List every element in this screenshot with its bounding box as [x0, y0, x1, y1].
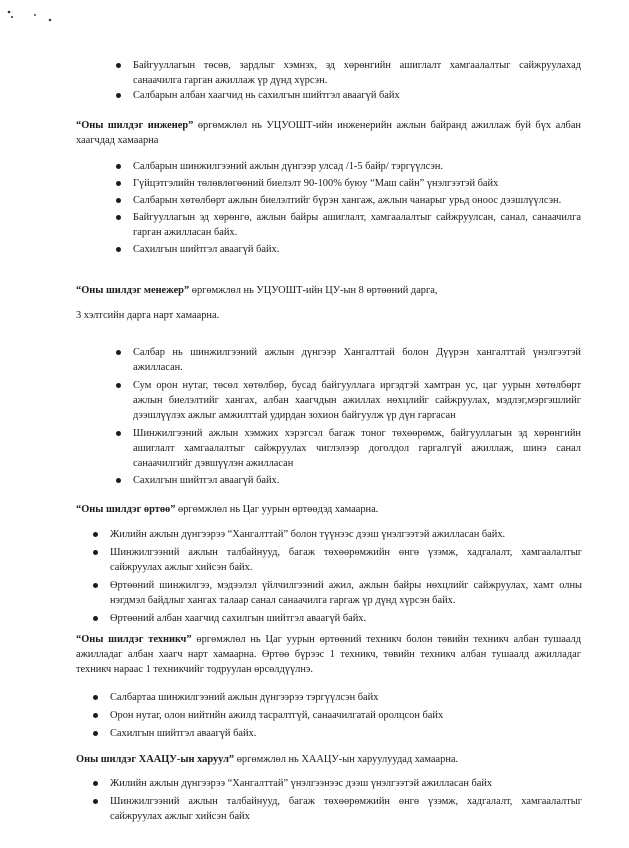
- bullet-icon: [116, 383, 121, 388]
- bullet-icon: [116, 247, 121, 252]
- bullet-icon: [93, 781, 98, 786]
- engineer-bullet-list: [133, 159, 581, 257]
- section-title: Оны шилдэг ХААЦУ-ын харуул”: [76, 754, 235, 765]
- manager-line2: 3 хэлтсийн дарга нарт хамаарна.: [76, 310, 220, 321]
- list-item: Орон нутаг, олон нийтийн ажилд тасралтгүй, санаачилгатай оролцсон байх: [110, 708, 582, 723]
- list-item: Салбарын хөтөлбөрт ажлын биелэлтийг бүрэн хангаж, ажлын чанарыг урьд оноос дээшлүүлсэн.: [133, 193, 581, 208]
- bullet-icon: [116, 181, 121, 186]
- section-title: “Оны шилдэг инженер”: [76, 120, 194, 131]
- bullet-icon: [93, 550, 98, 555]
- bullet-icon: [116, 93, 121, 98]
- engineer-heading: “Оны шилдэг инженер” өргөмжлөл нь УЦУОШТ-ийн инженерийн ажлын байранд ажиллаж буй бүх албан хаагчдад хамаарна: [76, 120, 581, 146]
- intro-bullet-list: [133, 58, 581, 103]
- list-item: Салбарын албан хаагчид нь сахилгын шийтгэл аваагүй байх: [133, 88, 581, 103]
- technician-bullet-list: [110, 690, 582, 741]
- bullet-icon: [93, 713, 98, 718]
- guard-bullet-list: [110, 776, 582, 824]
- bullet-icon: [116, 215, 121, 220]
- list-item: Жилийн ажлын дүнгээрээ “Хангалттай” болон түүнээс дээш үнэлгээтэй ажилласан байх.: [110, 527, 582, 542]
- list-item: Жилийн ажлын дүнгээрээ “Хангалттай” үнэлгээнээс дээш үнэлгээтэй ажилласан байх: [110, 776, 582, 791]
- manager-heading: “Оны шилдэг менежер” өргөмжлөл нь УЦУОШТ-ийн ЦУ-ын 8 өртөөний дарга,: [76, 285, 438, 296]
- bullet-icon: [116, 478, 121, 483]
- list-item: Шинжилгээний ажлын хэмжих хэрэгсэл багаж тоног төхөөрөмж, байгууллагын эд хөрөнгийн ашиглалт хамгаалалтыг сайжруулах чиглэлээр доголдол гаргалгүй ажиллаж, шинэ санал санаачилгийг дэвшүүлэн ажилласан: [133, 426, 581, 471]
- list-item: Сум орон нутаг, төсөл хөтөлбөр, бусад байгууллага иргэдтэй хамтран ус, цаг уурын хөтөлбөрт ажлын биелэлтийг хангах, албан хаагчдын ажиллах нөхцлийг сайжруулах, мэдлэг,мэргэшлийг дээшлүүлэх ажлыг амжилттай удирдан зохион байгуулж үр дүн гаргасан: [133, 378, 581, 423]
- bullet-icon: [93, 731, 98, 736]
- list-item: Сахилгын шийтгэл аваагүй байх.: [110, 726, 582, 741]
- bullet-icon: [116, 431, 121, 436]
- bullet-icon: [93, 799, 98, 804]
- manager-bullet-list: [133, 345, 581, 488]
- station-heading: “Оны шилдэг өртөө” өргөмжлөл нь Цаг уурын өртөөдэд хамаарна.: [76, 504, 379, 515]
- station-bullet-list: [110, 527, 582, 626]
- section-title: “Оны шилдэг менежер”: [76, 285, 190, 296]
- list-item: Салбар нь шинжилгээний ажлын дүнгээр Хангалттай болон Дүүрэн хангалттай үнэлгээтэй ажилласан.: [133, 345, 581, 375]
- list-item: Салбарын шинжилгээний ажлын дүнгээр улсад /1-5 байр/ тэргүүлсэн.: [133, 159, 581, 174]
- bullet-icon: [93, 616, 98, 621]
- list-item: Өртөөний шинжилгээ, мэдээлэл үйлчилгээний ажил, ажлын байры нөхцлийг сайжруулах, хамт олны нэгдмэл байдлыг хангах талаар санал санаачилга гаргаж үр дүнд хүрсэн байх.: [110, 578, 582, 608]
- list-item: Байгууллагын төсөв, зардлыг хэмнэх, эд хөрөнгийн ашиглалт хамгаалалтыг сайжруулахад санаачилга гарган ажиллаж үр дүнд хүрсэн.: [133, 58, 581, 88]
- section-title: “Оны шилдэг техникч”: [76, 634, 192, 645]
- guard-heading: Оны шилдэг ХААЦУ-ын харуул” өргөмжлөл нь ХААЦУ-ын харуулуудад хамаарна.: [76, 754, 459, 765]
- bullet-icon: [116, 350, 121, 355]
- list-item: Салбартаа шинжилгээний ажлын дүнгээрээ тэргүүлсэн байх: [110, 690, 582, 705]
- bullet-icon: [116, 63, 121, 68]
- list-item: Гүйцэтгэлийн төлөвлөгөөний биелэлт 90-100% буюу “Маш сайн” үнэлгээтэй байх: [133, 176, 581, 191]
- list-item: Өртөөний албан хаагчид сахилгын шийтгэл аваагүй байх.: [110, 611, 582, 626]
- bullet-icon: [116, 164, 121, 169]
- list-item: Байгууллагын эд хөрөнгө, ажлын байры ашиглалт, хамгаалалтыг сайжруулсан, санал, санаачилга гарган ажилласан байх.: [133, 210, 581, 240]
- list-item: Шинжилгээний ажлын талбайнууд, багаж төхөөрөмжийн өнгө үзэмж, хадгалалт, хамгаалалтыг сайжруулах ажлыг хийсэн байх.: [110, 545, 582, 575]
- technician-paragraph: “Оны шилдэг техникч” өргөмжлөл нь Цаг уурын өртөөний техникч болон төвийн техникч албан тушаалд ажилладаг албан хаагч нарт хамаарна. Өртөө бүрээс 1 техникч, төвийн техникч албан тушаалд ажилладаг техникч нараас 1 техникчийг тодруулан өрсөлдүүлнэ.: [76, 634, 581, 675]
- list-item: Сахилгын шийтгэл аваагүй байх.: [133, 242, 581, 257]
- list-item: Шинжилгээний ажлын талбайнууд, багаж төхөөрөмжийн өнгө үзэмж, хадгалалт, хамгаалалтыг сайжруулах ажлыг хийсэн байх: [110, 794, 582, 824]
- bullet-icon: [93, 583, 98, 588]
- bullet-icon: [93, 532, 98, 537]
- bullet-icon: [93, 695, 98, 700]
- list-item: Сахилгын шийтгэл аваагүй байх.: [133, 473, 581, 488]
- scan-specks: [6, 6, 56, 24]
- bullet-icon: [116, 198, 121, 203]
- section-title: “Оны шилдэг өртөө”: [76, 504, 176, 515]
